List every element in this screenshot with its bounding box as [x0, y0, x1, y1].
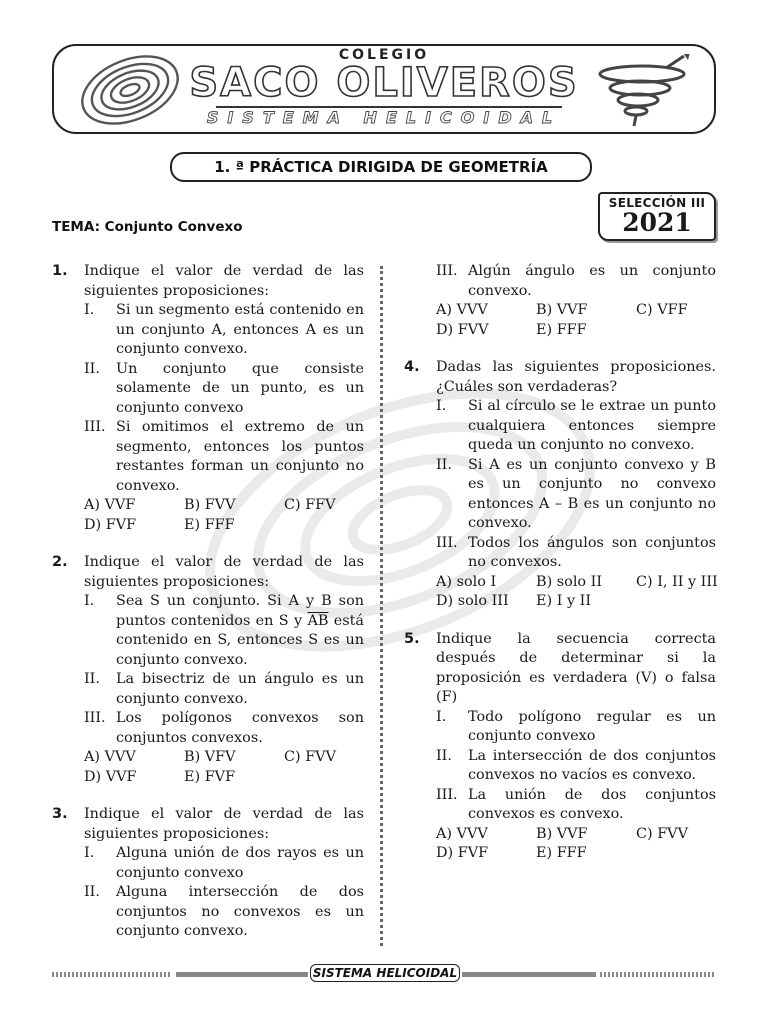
- proposition-text: Los polígonos convexos son conjuntos convexos.: [116, 710, 364, 746]
- roman-numeral: III.: [84, 710, 106, 726]
- option-e: E) I y II: [536, 593, 592, 609]
- option-e: E) FFF: [536, 321, 587, 338]
- proposition-text: Sea S un conjunto. Si A y B son puntos contenidos en S y: [116, 593, 364, 629]
- option-b: B) VVF: [536, 302, 588, 318]
- question-text: Dadas las siguientes proposiciones. ¿Cuáles son verdaderas?: [436, 359, 716, 395]
- proposition-text: Alguna intersección de dos conjuntos no convexos es un conjunto convexo.: [116, 884, 364, 939]
- option-a: A) VVV: [436, 825, 488, 842]
- proposition: [84, 301, 364, 360]
- roman-numeral: III.: [436, 786, 458, 803]
- roman-numeral: II.: [436, 456, 452, 473]
- left-column: [52, 262, 364, 942]
- proposition-text: Algún ángulo es un conjunto convexo.: [468, 263, 716, 299]
- proposition: [436, 786, 716, 825]
- proposition-text: La unión de dos conjuntos convexos es convexo.: [468, 786, 716, 822]
- question-number: 5.: [404, 630, 420, 647]
- option-e: E) FFF: [536, 845, 587, 861]
- question-number: 2.: [52, 554, 68, 570]
- roman-numeral: III.: [436, 263, 458, 279]
- option-a: A) VVF: [84, 497, 136, 513]
- proposition: [436, 747, 716, 786]
- option-d: D) solo III: [436, 593, 509, 609]
- option-b: B) VFV: [184, 749, 236, 765]
- proposition-text: Si A es un conjunto convexo y B es un conjunto no convexo entonces A – B es un conjunto no convexo.: [468, 456, 716, 531]
- option-c: C) FVV: [636, 825, 688, 842]
- roman-numeral: III.: [436, 534, 458, 551]
- question-5: [404, 630, 716, 864]
- question-3-continued: [404, 262, 716, 340]
- question-2: [52, 553, 364, 787]
- question-text: Indique la secuencia correcta después de determinar si la proposición es verdadera (V) o falsa (F): [436, 630, 716, 705]
- option-d: D) FVF: [436, 845, 489, 861]
- proposition-text: Un conjunto que consiste solamente de un punto, es un conjunto convexo: [116, 360, 364, 416]
- answer-options: [436, 573, 716, 612]
- footer-rule: [176, 972, 308, 977]
- proposition: [84, 592, 364, 670]
- question-3: [52, 805, 364, 942]
- option-b: B) VVF: [536, 825, 588, 842]
- roman-numeral: II.: [84, 671, 100, 687]
- proposition-text: Si omitimos el extremo de un segmento, entonces los puntos restantes forman un conjunto no convexo.: [116, 419, 364, 494]
- proposition-list: [84, 844, 364, 942]
- question-number: 4.: [404, 359, 420, 375]
- system-name: SISTEMA HELICOIDAL: [206, 108, 562, 127]
- roman-numeral: I.: [436, 708, 447, 725]
- proposition: [436, 708, 716, 747]
- proposition: [84, 360, 364, 419]
- footer-label: SISTEMA HELICOIDAL: [310, 964, 460, 982]
- option-a: A) VVV: [436, 302, 488, 318]
- question-text: Indique el valor de verdad de las siguientes proposiciones:: [84, 806, 364, 842]
- answer-options: [84, 748, 364, 787]
- proposition-text: La bisectriz de un ángulo es un conjunto convexo.: [116, 671, 364, 707]
- option-c: C) FVV: [284, 749, 336, 765]
- option-d: D) FVF: [84, 516, 137, 533]
- option-c: C) VFF: [636, 302, 688, 318]
- option-c: C) FFV: [284, 497, 336, 513]
- proposition-text: Alguna unión de dos rayos es un conjunto convexo: [116, 845, 364, 881]
- proposition-text: La intersección de dos conjuntos convexos no vacíos es convexo.: [468, 747, 716, 783]
- proposition-list: [84, 592, 364, 748]
- proposition-list: [436, 262, 716, 301]
- selection-badge: [598, 192, 716, 241]
- proposition-text: Todos los ángulos son conjuntos no convexos.: [468, 534, 716, 570]
- roman-numeral: II.: [84, 884, 100, 900]
- question-1: [52, 262, 364, 535]
- footer: [52, 964, 716, 984]
- proposition-list: [436, 397, 716, 573]
- right-column: [404, 262, 716, 882]
- question-text: Indique el valor de verdad de las siguientes proposiciones:: [84, 554, 364, 590]
- answer-options: [84, 496, 364, 535]
- option-d: D) FVV: [436, 321, 489, 338]
- proposition-list: [84, 301, 364, 496]
- option-b: B) solo II: [536, 573, 603, 590]
- option-e: E) FFF: [184, 516, 235, 533]
- footer-rule: [600, 972, 716, 977]
- question-4: [404, 358, 716, 612]
- roman-numeral: II.: [84, 360, 100, 377]
- segment-ab: $\overline{AB}$: [307, 612, 329, 629]
- colegio-label: COLEGIO: [338, 47, 430, 63]
- footer-rule: [52, 972, 172, 977]
- option-c: C) I, II y III: [636, 573, 718, 590]
- roman-numeral: I.: [84, 593, 95, 609]
- proposition-text: Todo polígono regular es un conjunto convexo: [468, 708, 716, 744]
- selection-year: 2021: [622, 208, 692, 237]
- topic-label: TEMA: Conjunto Convexo: [52, 219, 243, 235]
- question-number: 3.: [52, 806, 68, 822]
- option-a: A) VVV: [84, 749, 136, 765]
- option-a: A) solo I: [436, 573, 497, 590]
- proposition-text: Si al círculo se le extrae un punto cualquiera entonces siempre queda un conjunto no convexo.: [468, 398, 716, 453]
- roman-numeral: I.: [84, 845, 95, 861]
- proposition: [436, 262, 716, 301]
- proposition: [436, 534, 716, 573]
- footer-rule: [462, 972, 596, 977]
- proposition-list: [436, 708, 716, 825]
- proposition: [84, 670, 364, 709]
- school-name: SACO OLIVEROS: [189, 60, 579, 106]
- proposition: [436, 456, 716, 534]
- proposition: [84, 709, 364, 748]
- proposition: [84, 844, 364, 883]
- roman-numeral: II.: [436, 747, 452, 764]
- option-e: E) FVF: [184, 768, 236, 785]
- proposition-text: Si un segmento está contenido en un conjunto A, entonces A es un conjunto convexo.: [116, 302, 364, 357]
- roman-numeral: I.: [436, 398, 447, 414]
- selection-label: SELECCIÓN III: [608, 196, 706, 210]
- proposition: [436, 397, 716, 456]
- question-number: 1.: [52, 263, 68, 279]
- proposition: [84, 418, 364, 496]
- answer-options: [436, 825, 716, 864]
- roman-numeral: I.: [84, 302, 95, 318]
- option-b: B) FVV: [184, 497, 236, 513]
- question-text: Indique el valor de verdad de las siguientes proposiciones:: [84, 263, 364, 299]
- proposition-text-cont: está contenido en S, entonces S es un conjunto convexo.: [116, 612, 365, 668]
- proposition: [84, 883, 364, 942]
- option-d: D) VVF: [84, 768, 137, 785]
- practice-title: 1. ª PRÁCTICA DIRIGIDA DE GEOMETRÍA: [170, 152, 592, 182]
- column-divider: [380, 266, 383, 946]
- roman-numeral: III.: [84, 419, 106, 435]
- answer-options: [436, 301, 716, 340]
